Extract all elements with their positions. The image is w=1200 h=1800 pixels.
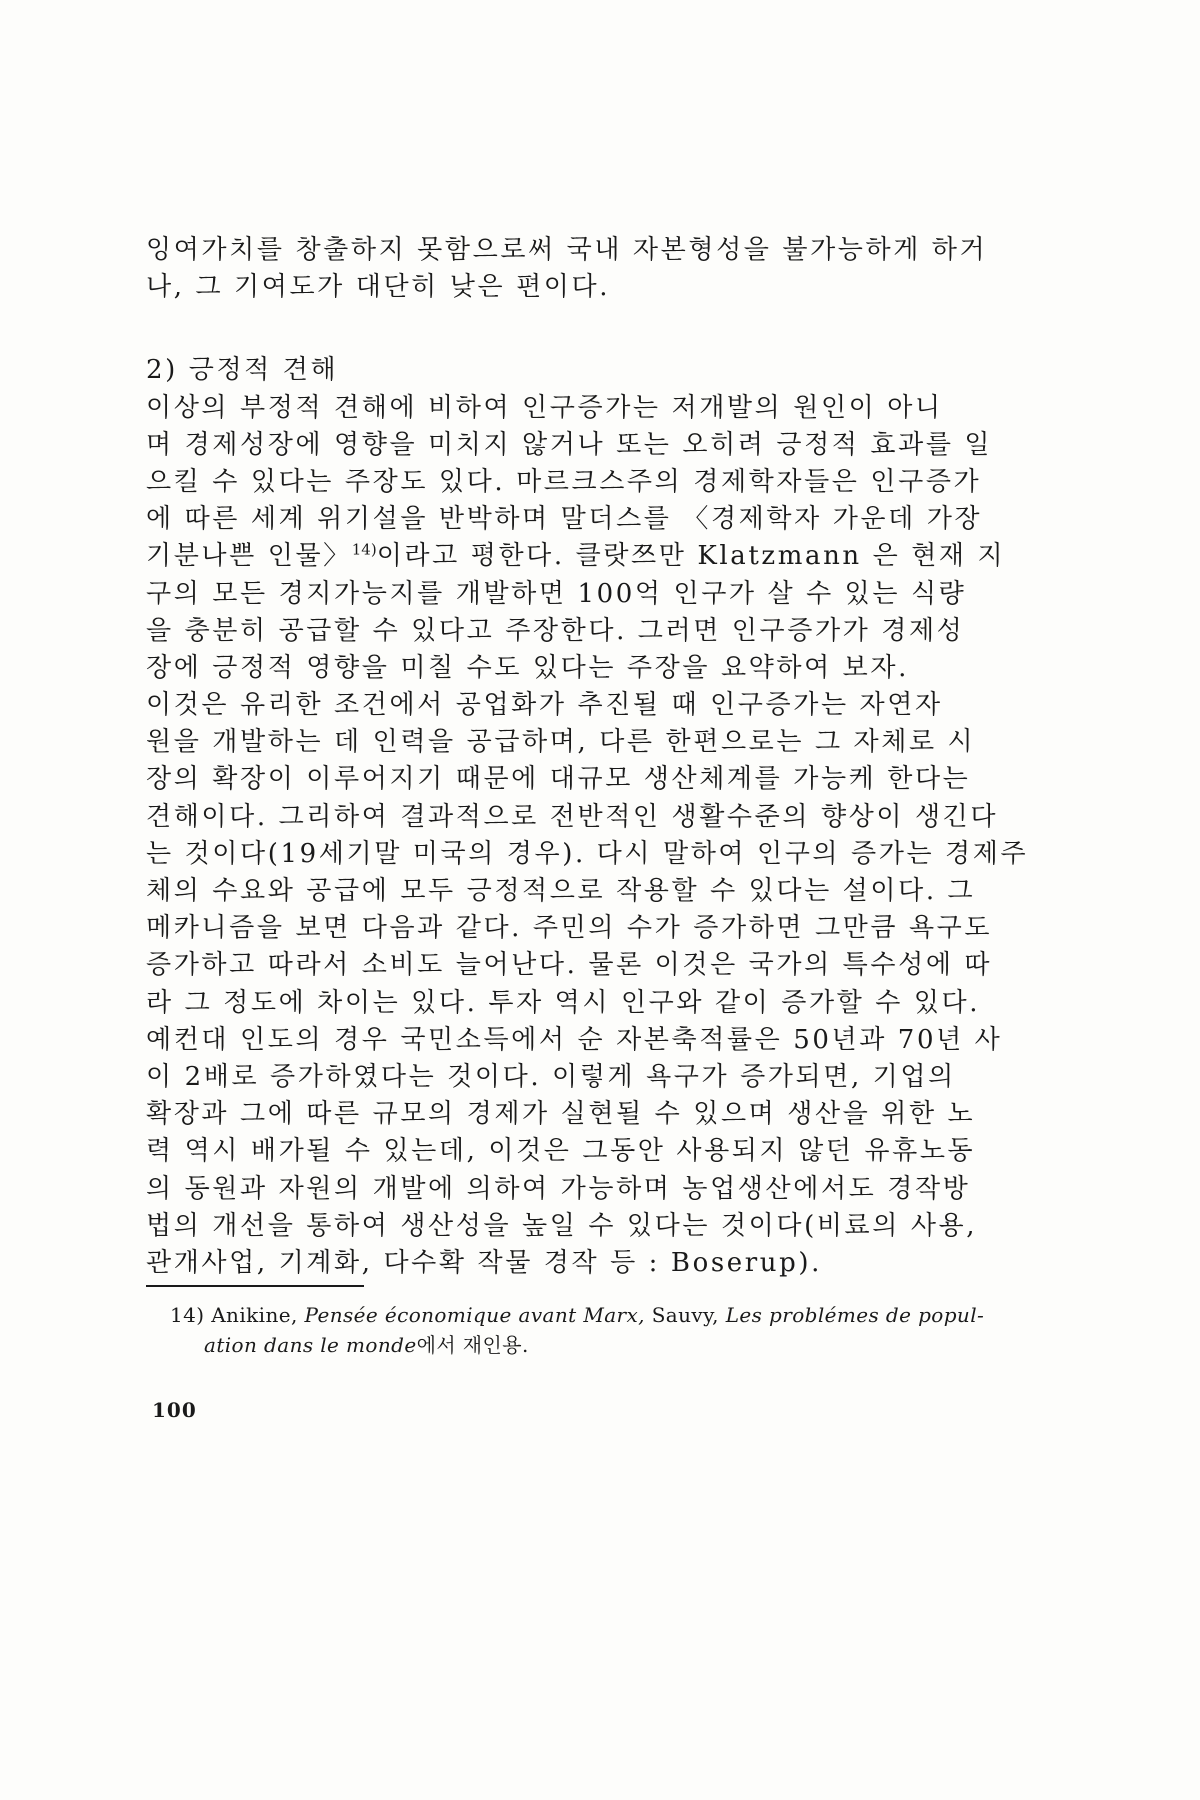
page-number: 100 — [152, 1398, 197, 1422]
body-line: 잉여가치를 창출하지 못함으로써 국내 자본형성을 불가능하게 하거 — [146, 235, 988, 265]
body-line: 장의 확장이 이루어지기 때문에 대규모 생산체계를 가능케 한다는 — [146, 764, 971, 795]
body-line: 체의 수요와 공급에 모두 긍정적으로 작용할 수 있다는 설이다. 그 — [146, 876, 976, 906]
footnote-suffix: 에서 재인용. — [416, 1333, 529, 1357]
footnote-title: Pensée économique avant Marx, — [304, 1303, 645, 1327]
body-line-with-footnote-ref — [146, 538, 1006, 575]
body-line: 확장과 그에 따른 규모의 경제가 실현될 수 있으며 생산을 위한 노 — [146, 1099, 976, 1130]
footnote-number: 14) — [170, 1303, 205, 1327]
body-line: 의 동원과 자원의 개발에 의하여 가능하며 농업생산에서도 경작방 — [146, 1173, 971, 1204]
footnote-title: Les problémes de popul- — [725, 1303, 985, 1327]
body-line: 으킬 수 있다는 주장도 있다. 마르크스주의 경제학자들은 인구증가 — [146, 466, 982, 497]
body-line: 메카니즘을 보면 다음과 같다. 주민의 수가 증가하면 그만큼 욕구도 — [146, 913, 993, 944]
body-line: 는 것이다(19세기말 미국의 경우). 다시 말하여 인구의 증가는 경제주 — [146, 838, 1029, 869]
section-heading: 2) 긍정적 견해 — [146, 355, 339, 386]
footnote-reference[interactable]: 14) — [351, 540, 377, 559]
footnote-author: Anikine, — [211, 1303, 298, 1327]
body-line: 관개사업, 기계화, 다수확 작물 경작 등 : Boserup). — [146, 1247, 822, 1278]
body-line: 라 그 정도에 차이는 있다. 투자 역시 인구와 같이 증가할 수 있다. — [146, 987, 981, 1018]
line-segment: 이라고 평한다. 클랏쯔만 Klatzmann 은 현재 지 — [376, 541, 1006, 572]
body-line: 며 경제성장에 영향을 미치지 않거나 또는 오히려 긍정적 효과를 일 — [146, 429, 993, 460]
footnote-author: Sauvy, — [651, 1303, 719, 1327]
body-line: 이것은 유리한 조건에서 공업화가 추진될 때 인구증가는 자연자 — [146, 690, 943, 721]
body-line: 나, 그 기여도가 대단히 낮은 편이다. — [146, 272, 611, 303]
body-line: 장에 긍정적 영향을 미칠 수도 있다는 주장을 요약하여 보자. — [146, 652, 909, 683]
body-line: 원을 개발하는 데 인력을 공급하며, 다른 한편으로는 그 자체로 시 — [146, 727, 976, 758]
footnote-line — [170, 1330, 890, 1360]
body-line: 을 충분히 공급할 수 있다고 주장한다. 그러면 인구증가가 경제성 — [146, 615, 965, 646]
footnote-line — [170, 1300, 985, 1330]
footnote-divider — [146, 1285, 364, 1287]
body-line: 력 역시 배가될 수 있는데, 이것은 그동안 사용되지 않던 유휴노동 — [146, 1136, 976, 1167]
body-line: 증가하고 따라서 소비도 늘어난다. 물론 이것은 국가의 특수성에 따 — [146, 950, 993, 981]
footnote-title: ation dans le monde — [204, 1333, 417, 1357]
body-line: 예컨대 인도의 경우 국민소득에서 순 자본축적률은 50년과 70년 사 — [146, 1024, 1003, 1055]
line-segment: 기분나쁜 인물〉 — [146, 541, 352, 572]
footnote — [170, 1300, 985, 1360]
body-text — [146, 232, 1029, 1282]
body-line: 이상의 부정적 견해에 비하여 인구증가는 저개발의 원인이 아니 — [146, 392, 943, 423]
body-line: 법의 개선을 통하여 생산성을 높일 수 있다는 것이다(비료의 사용, — [146, 1210, 978, 1241]
body-line: 견해이다. 그리하여 결과적으로 전반적인 생활수준의 향상이 생긴다 — [146, 801, 999, 832]
body-line: 에 따른 세계 위기설을 반박하며 말더스를 〈경제학자 가운데 가장 — [146, 504, 983, 535]
body-line: 이 2배로 증가하였다는 것이다. 이렇게 욕구가 증가되면, 기업의 — [146, 1061, 956, 1092]
body-line: 구의 모든 경지가능지를 개발하면 100억 인구가 살 수 있는 식량 — [146, 578, 967, 609]
